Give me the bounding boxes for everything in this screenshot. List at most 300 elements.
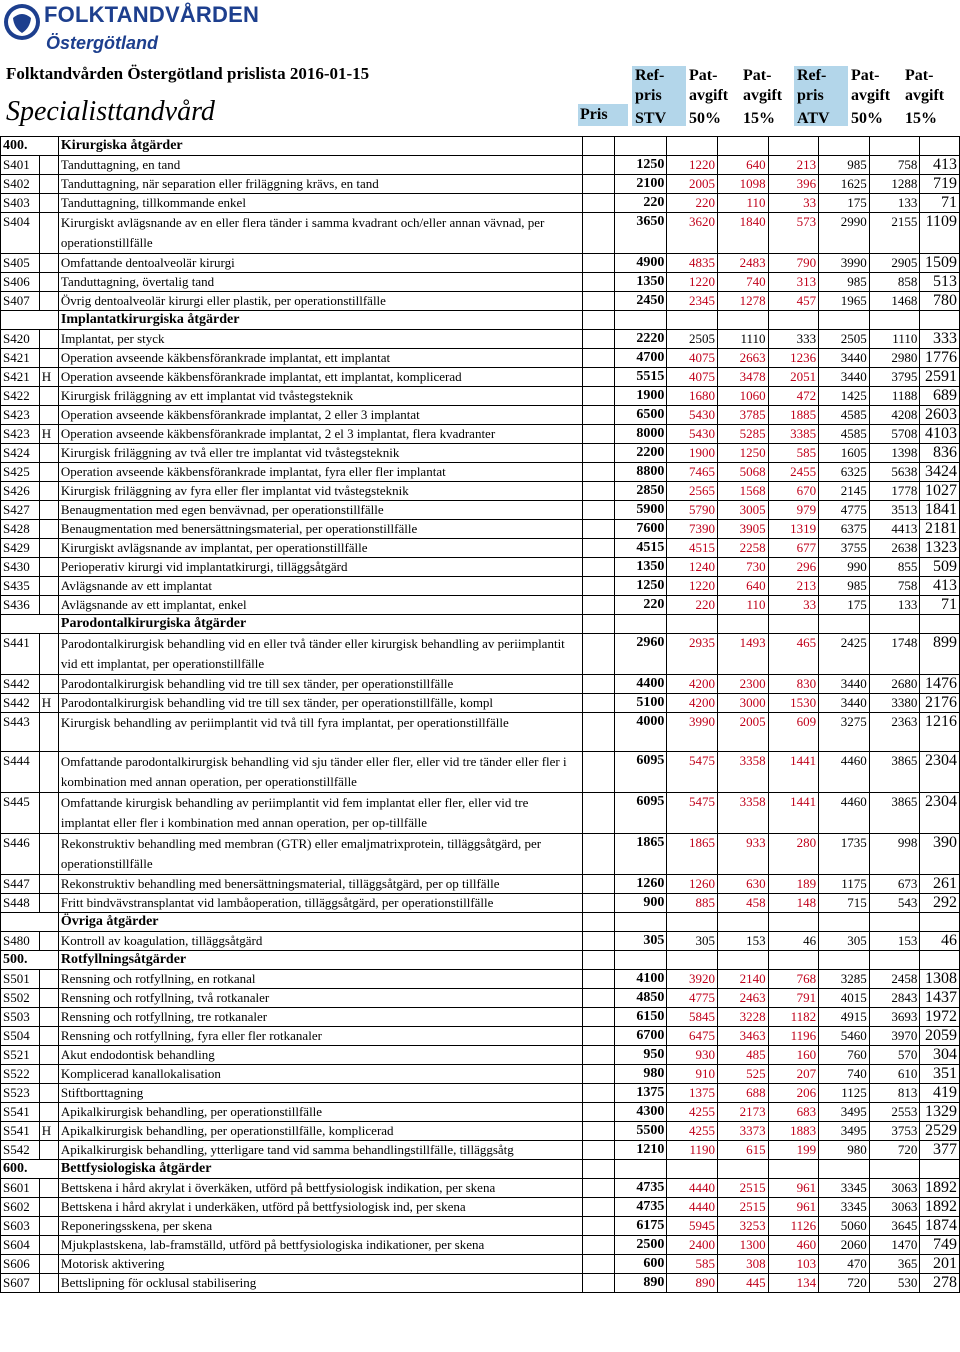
complication-flag xyxy=(39,932,58,951)
price-p15: 768 xyxy=(768,970,819,989)
procedure-description: Rensning och rotfyllning, tre rotkanaler xyxy=(58,1008,582,1027)
procedure-code: S420 xyxy=(1,330,40,349)
price-a50: 1778 xyxy=(869,482,920,501)
price-pris: 1350 xyxy=(614,558,667,577)
price-p15: 199 xyxy=(768,1141,819,1160)
section-number xyxy=(1,913,59,932)
complication-flag xyxy=(39,894,58,913)
table-row xyxy=(1,156,960,175)
empty-cell xyxy=(583,156,614,175)
column-header-pris: Pris xyxy=(578,104,628,126)
price-atv: 1125 xyxy=(819,1084,870,1103)
table-row xyxy=(1,1217,960,1236)
price-a15: 419 xyxy=(920,1084,960,1103)
price-p50: 2515 xyxy=(717,1198,768,1217)
price-stv: 220 xyxy=(667,194,718,213)
price-stv: 3620 xyxy=(667,213,718,254)
price-p50: 1840 xyxy=(717,213,768,254)
complication-flag xyxy=(39,175,58,194)
price-pris: 600 xyxy=(614,1255,667,1274)
price-a15: 2181 xyxy=(920,520,960,539)
price-p50: 1493 xyxy=(717,634,768,675)
empty-cell xyxy=(583,932,614,951)
procedure-description: Rensning och rotfyllning, en rotkanal xyxy=(58,970,582,989)
section-title: Parodontalkirurgiska åtgärder xyxy=(58,615,582,634)
price-stv: 4440 xyxy=(667,1198,718,1217)
price-a50: 153 xyxy=(869,932,920,951)
price-a15: 1323 xyxy=(920,539,960,558)
section-row xyxy=(1,615,960,634)
table-row xyxy=(1,349,960,368)
procedure-code: S502 xyxy=(1,989,40,1008)
price-a50: 998 xyxy=(869,834,920,875)
price-p15: 296 xyxy=(768,558,819,577)
complication-flag xyxy=(39,254,58,273)
price-atv: 4915 xyxy=(819,1008,870,1027)
price-a15: 1308 xyxy=(920,970,960,989)
complication-flag xyxy=(39,1046,58,1065)
price-a50: 4413 xyxy=(869,520,920,539)
empty-cell xyxy=(819,137,870,156)
procedure-code: S521 xyxy=(1,1046,40,1065)
price-a50: 4208 xyxy=(869,406,920,425)
empty-cell xyxy=(819,951,870,970)
procedure-description: Tanduttagning, övertalig tand xyxy=(58,273,582,292)
price-pris: 7600 xyxy=(614,520,667,539)
price-p50: 110 xyxy=(717,194,768,213)
complication-flag xyxy=(39,1217,58,1236)
logo-wordmark: FOLKTANDVÅRDEN xyxy=(44,2,260,27)
procedure-description: Komplicerad kanallokalisation xyxy=(58,1065,582,1084)
complication-flag xyxy=(39,1027,58,1046)
price-stv: 4835 xyxy=(667,254,718,273)
price-atv: 715 xyxy=(819,894,870,913)
procedure-description: Avlägsnande av ett implantat xyxy=(58,577,582,596)
procedure-description: Omfattande parodontalkirurgisk behandling vid sju tänder eller fler, eller vid tre tänder eller fler i kombination med annan operation, per operationstillfälle xyxy=(58,752,582,793)
price-stv: 2935 xyxy=(667,634,718,675)
price-stv: 4255 xyxy=(667,1122,718,1141)
price-a50: 673 xyxy=(869,875,920,894)
price-stv: 2565 xyxy=(667,482,718,501)
procedure-description: Parodontalkirurgisk behandling vid tre till sex tänder, per operationstillfälle xyxy=(58,675,582,694)
price-a50: 2638 xyxy=(869,539,920,558)
complication-flag xyxy=(39,1274,58,1293)
empty-cell xyxy=(583,213,614,254)
empty-cell xyxy=(583,1065,614,1084)
price-a15: 4103 xyxy=(920,425,960,444)
price-pris: 5500 xyxy=(614,1122,667,1141)
table-row xyxy=(1,213,960,254)
price-pris: 900 xyxy=(614,894,667,913)
section-row xyxy=(1,137,960,156)
procedure-code: S427 xyxy=(1,501,40,520)
price-a15: 1476 xyxy=(920,675,960,694)
column-header-bottom: 50% xyxy=(851,110,883,127)
price-p50: 458 xyxy=(717,894,768,913)
price-atv: 2425 xyxy=(819,634,870,675)
empty-cell xyxy=(583,1255,614,1274)
price-atv: 3440 xyxy=(819,694,870,713)
price-p15: 1885 xyxy=(768,406,819,425)
empty-cell xyxy=(583,1103,614,1122)
complication-flag xyxy=(39,875,58,894)
price-pris: 2220 xyxy=(614,330,667,349)
complication-flag xyxy=(39,989,58,1008)
section-title: Rotfyllningsåtgärder xyxy=(58,951,582,970)
procedure-description: Perioperativ kirurgi vid implantatkirurgi, tilläggsåtgärd xyxy=(58,558,582,577)
empty-cell xyxy=(583,273,614,292)
price-p15: 2051 xyxy=(768,368,819,387)
empty-cell xyxy=(614,615,667,634)
price-pris: 4000 xyxy=(614,713,667,752)
price-p15: 1126 xyxy=(768,1217,819,1236)
complication-flag xyxy=(39,596,58,615)
price-a15: 1329 xyxy=(920,1103,960,1122)
empty-cell xyxy=(920,913,960,932)
price-p15: 573 xyxy=(768,213,819,254)
price-p50: 2140 xyxy=(717,970,768,989)
complication-flag xyxy=(39,1103,58,1122)
price-p15: 103 xyxy=(768,1255,819,1274)
table-row xyxy=(1,444,960,463)
column-header-bottom: 15% xyxy=(905,110,937,127)
column-header-bottom: ATV xyxy=(797,110,830,127)
procedure-description: Akut endodontisk behandling xyxy=(58,1046,582,1065)
price-p15: 148 xyxy=(768,894,819,913)
price-p50: 5068 xyxy=(717,463,768,482)
table-row xyxy=(1,675,960,694)
price-pris: 6700 xyxy=(614,1027,667,1046)
price-pris: 6095 xyxy=(614,752,667,793)
price-atv: 6375 xyxy=(819,520,870,539)
price-a15: 2591 xyxy=(920,368,960,387)
price-atv: 3990 xyxy=(819,254,870,273)
empty-cell xyxy=(869,615,920,634)
price-stv: 5945 xyxy=(667,1217,718,1236)
price-p50: 3358 xyxy=(717,793,768,834)
procedure-description: Benaugmentation med egen benvävnad, per operationstillfälle xyxy=(58,501,582,520)
empty-cell xyxy=(583,1160,614,1179)
empty-cell xyxy=(768,615,819,634)
procedure-description: Kirurgisk behandling av periimplantit vid två till fyra implantat, per operationstillfälle xyxy=(58,713,582,752)
section-number xyxy=(1,311,59,330)
price-pris: 8000 xyxy=(614,425,667,444)
column-header-bottom: 15% xyxy=(743,110,775,127)
price-pris: 1350 xyxy=(614,273,667,292)
price-atv: 3345 xyxy=(819,1198,870,1217)
price-p15: 677 xyxy=(768,539,819,558)
column-header-top: Ref- pris xyxy=(635,67,665,104)
price-stv: 1900 xyxy=(667,444,718,463)
empty-cell xyxy=(768,951,819,970)
price-pris: 6150 xyxy=(614,1008,667,1027)
price-p15: 1441 xyxy=(768,793,819,834)
price-p15: 670 xyxy=(768,482,819,501)
price-a50: 543 xyxy=(869,894,920,913)
price-stv: 1260 xyxy=(667,875,718,894)
price-a50: 720 xyxy=(869,1141,920,1160)
procedure-code: S424 xyxy=(1,444,40,463)
empty-cell xyxy=(667,137,718,156)
price-p50: 445 xyxy=(717,1274,768,1293)
procedure-description: Omfattande kirurgisk behandling av periimplantit vid fem implantat eller fler, eller vid tre implantat eller fler i kombination med annan operation, per op-tillfälle xyxy=(58,793,582,834)
price-p50: 485 xyxy=(717,1046,768,1065)
price-a50: 1288 xyxy=(869,175,920,194)
price-stv: 890 xyxy=(667,1274,718,1293)
procedure-description: Stiftborttagning xyxy=(58,1084,582,1103)
table-row xyxy=(1,194,960,213)
price-atv: 175 xyxy=(819,596,870,615)
price-pris: 4300 xyxy=(614,1103,667,1122)
complication-flag xyxy=(39,330,58,349)
price-atv: 985 xyxy=(819,577,870,596)
price-pris: 950 xyxy=(614,1046,667,1065)
price-a15: 1109 xyxy=(920,213,960,254)
price-p15: 961 xyxy=(768,1179,819,1198)
price-p15: 1196 xyxy=(768,1027,819,1046)
table-row xyxy=(1,1141,960,1160)
price-stv: 3990 xyxy=(667,713,718,752)
price-p50: 3373 xyxy=(717,1122,768,1141)
empty-cell xyxy=(869,1160,920,1179)
price-a50: 2905 xyxy=(869,254,920,273)
procedure-description: Tanduttagning, en tand xyxy=(58,156,582,175)
price-pris: 220 xyxy=(614,194,667,213)
table-row xyxy=(1,1255,960,1274)
procedure-description: Fritt bindvävstransplantat vid lambåoperation, tilläggsåtgärd, per operationstillfälle xyxy=(58,894,582,913)
price-stv: 4200 xyxy=(667,694,718,713)
price-atv: 5460 xyxy=(819,1027,870,1046)
price-a50: 3513 xyxy=(869,501,920,520)
price-pris: 980 xyxy=(614,1065,667,1084)
price-stv: 885 xyxy=(667,894,718,913)
price-atv: 470 xyxy=(819,1255,870,1274)
price-a50: 3795 xyxy=(869,368,920,387)
procedure-description: Operation avseende käkbensförankrade implantat, ett implantat, komplicerad xyxy=(58,368,582,387)
procedure-code: S423 xyxy=(1,406,40,425)
procedure-code: S406 xyxy=(1,273,40,292)
price-atv: 3440 xyxy=(819,349,870,368)
table-row xyxy=(1,596,960,615)
procedure-description: Kirurgisk friläggning av två eller tre implantat vid tvåstegsteknik xyxy=(58,444,582,463)
table-row xyxy=(1,713,960,752)
price-p50: 2515 xyxy=(717,1179,768,1198)
price-pris: 220 xyxy=(614,596,667,615)
price-a15: 377 xyxy=(920,1141,960,1160)
procedure-code: S435 xyxy=(1,577,40,596)
price-stv: 5430 xyxy=(667,406,718,425)
price-a15: 899 xyxy=(920,634,960,675)
price-p50: 3000 xyxy=(717,694,768,713)
table-row xyxy=(1,634,960,675)
empty-cell xyxy=(583,1122,614,1141)
table-row xyxy=(1,793,960,834)
price-p15: 1182 xyxy=(768,1008,819,1027)
price-atv: 3285 xyxy=(819,970,870,989)
empty-cell xyxy=(614,913,667,932)
table-row xyxy=(1,694,960,713)
price-stv: 910 xyxy=(667,1065,718,1084)
procedure-code: S442 xyxy=(1,675,40,694)
column-header-bottom: 50% xyxy=(689,110,721,127)
empty-cell xyxy=(583,634,614,675)
price-stv: 4200 xyxy=(667,675,718,694)
empty-cell xyxy=(583,713,614,752)
price-a50: 133 xyxy=(869,194,920,213)
procedure-description: Bettskena i hård akrylat i underkäken, utförd på bettfysiologisk ind, per skena xyxy=(58,1198,582,1217)
price-pris: 2100 xyxy=(614,175,667,194)
price-atv: 1605 xyxy=(819,444,870,463)
procedure-description: Apikalkirurgisk behandling, per operationstillfälle xyxy=(58,1103,582,1122)
price-p50: 1060 xyxy=(717,387,768,406)
procedure-code: S405 xyxy=(1,254,40,273)
price-stv: 3920 xyxy=(667,970,718,989)
section-title: Bettfysiologiska åtgärder xyxy=(58,1160,582,1179)
price-atv: 740 xyxy=(819,1065,870,1084)
price-a15: 749 xyxy=(920,1236,960,1255)
price-a15: 1841 xyxy=(920,501,960,520)
price-stv: 1220 xyxy=(667,273,718,292)
empty-cell xyxy=(583,482,614,501)
procedure-description: Parodontalkirurgisk behandling vid en eller två tänder eller kirurgisk behandling av periimplantit vid ett implantat, per operationstillfälle xyxy=(58,634,582,675)
price-pris: 4735 xyxy=(614,1179,667,1198)
price-pris: 1375 xyxy=(614,1084,667,1103)
price-atv: 2145 xyxy=(819,482,870,501)
empty-cell xyxy=(667,615,718,634)
price-a15: 2603 xyxy=(920,406,960,425)
price-a50: 530 xyxy=(869,1274,920,1293)
table-row xyxy=(1,1084,960,1103)
price-stv: 7390 xyxy=(667,520,718,539)
price-a50: 3063 xyxy=(869,1198,920,1217)
price-stv: 305 xyxy=(667,932,718,951)
price-a15: 513 xyxy=(920,273,960,292)
price-atv: 3440 xyxy=(819,675,870,694)
price-p15: 333 xyxy=(768,330,819,349)
price-pris: 2960 xyxy=(614,634,667,675)
complication-flag xyxy=(39,675,58,694)
empty-cell xyxy=(583,913,614,932)
price-atv: 1735 xyxy=(819,834,870,875)
complication-flag xyxy=(39,1008,58,1027)
price-atv: 3440 xyxy=(819,368,870,387)
procedure-code: S436 xyxy=(1,596,40,615)
procedure-description: Mjukplastskena, lab-framställd, utförd på bettfysiologiska indikationer, per skena xyxy=(58,1236,582,1255)
price-p50: 3463 xyxy=(717,1027,768,1046)
table-row xyxy=(1,539,960,558)
procedure-description: Benaugmentation med benersättningsmaterial, per operationstillfälle xyxy=(58,520,582,539)
price-p50: 2463 xyxy=(717,989,768,1008)
complication-flag xyxy=(39,387,58,406)
price-a50: 133 xyxy=(869,596,920,615)
price-a15: 780 xyxy=(920,292,960,311)
procedure-description: Operation avseende käkbensförankrade implantat, 2 el 3 implantat, flera kvadranter xyxy=(58,425,582,444)
empty-cell xyxy=(869,951,920,970)
empty-cell xyxy=(583,539,614,558)
procedure-description: Operation avseende käkbensförankrade implantat, fyra eller fler implantat xyxy=(58,463,582,482)
empty-cell xyxy=(614,951,667,970)
procedure-description: Operation avseende käkbensförankrade implantat, 2 eller 3 implantat xyxy=(58,406,582,425)
complication-flag: H xyxy=(39,425,58,444)
complication-flag: H xyxy=(39,368,58,387)
price-a50: 5708 xyxy=(869,425,920,444)
column-header xyxy=(686,66,740,126)
column-header-top: Ref- pris xyxy=(797,67,827,104)
procedure-description: Reponeringsskena, per skena xyxy=(58,1217,582,1236)
price-a50: 1398 xyxy=(869,444,920,463)
procedure-description: Rensning och rotfyllning, fyra eller fler rotkanaler xyxy=(58,1027,582,1046)
price-atv: 1965 xyxy=(819,292,870,311)
procedure-code: S426 xyxy=(1,482,40,501)
empty-cell xyxy=(869,311,920,330)
price-pris: 4735 xyxy=(614,1198,667,1217)
price-a15: 509 xyxy=(920,558,960,577)
complication-flag xyxy=(39,444,58,463)
price-a15: 71 xyxy=(920,194,960,213)
empty-cell xyxy=(920,311,960,330)
price-a50: 855 xyxy=(869,558,920,577)
procedure-code: S443 xyxy=(1,713,40,752)
price-stv: 1220 xyxy=(667,156,718,175)
empty-cell xyxy=(583,444,614,463)
price-a50: 1748 xyxy=(869,634,920,675)
complication-flag xyxy=(39,1179,58,1198)
price-a15: 719 xyxy=(920,175,960,194)
procedure-description: Rekonstruktiv behandling med benersättningsmaterial, tilläggsåtgärd, per op tillfälle xyxy=(58,875,582,894)
price-atv: 5060 xyxy=(819,1217,870,1236)
price-atv: 2990 xyxy=(819,213,870,254)
procedure-description: Omfattande dentoalveolär kirurgi xyxy=(58,254,582,273)
price-pris: 3650 xyxy=(614,213,667,254)
empty-cell xyxy=(583,675,614,694)
price-a50: 3693 xyxy=(869,1008,920,1027)
price-a15: 46 xyxy=(920,932,960,951)
empty-cell xyxy=(614,1160,667,1179)
complication-flag xyxy=(39,213,58,254)
price-pris: 4700 xyxy=(614,349,667,368)
price-p15: 1883 xyxy=(768,1122,819,1141)
price-stv: 930 xyxy=(667,1046,718,1065)
procedure-code: S422 xyxy=(1,387,40,406)
empty-cell xyxy=(583,834,614,875)
procedure-code: S442 xyxy=(1,694,40,713)
procedure-code: S601 xyxy=(1,1179,40,1198)
complication-flag xyxy=(39,1065,58,1084)
price-atv: 3275 xyxy=(819,713,870,752)
price-a15: 390 xyxy=(920,834,960,875)
complication-flag xyxy=(39,349,58,368)
empty-cell xyxy=(583,1008,614,1027)
price-atv: 760 xyxy=(819,1046,870,1065)
price-pris: 4850 xyxy=(614,989,667,1008)
column-header-top: Pat- avgift xyxy=(689,67,729,104)
price-atv: 720 xyxy=(819,1274,870,1293)
section-number xyxy=(1,615,59,634)
price-p50: 3253 xyxy=(717,1217,768,1236)
price-atv: 1425 xyxy=(819,387,870,406)
price-stv: 5475 xyxy=(667,793,718,834)
price-stv: 2345 xyxy=(667,292,718,311)
procedure-code: S441 xyxy=(1,634,40,675)
empty-cell xyxy=(819,913,870,932)
price-p50: 2173 xyxy=(717,1103,768,1122)
column-header-top: Pat- avgift xyxy=(905,67,945,104)
price-p50: 640 xyxy=(717,577,768,596)
price-atv: 2505 xyxy=(819,330,870,349)
price-atv: 985 xyxy=(819,156,870,175)
price-a15: 1892 xyxy=(920,1198,960,1217)
price-pris: 1260 xyxy=(614,875,667,894)
